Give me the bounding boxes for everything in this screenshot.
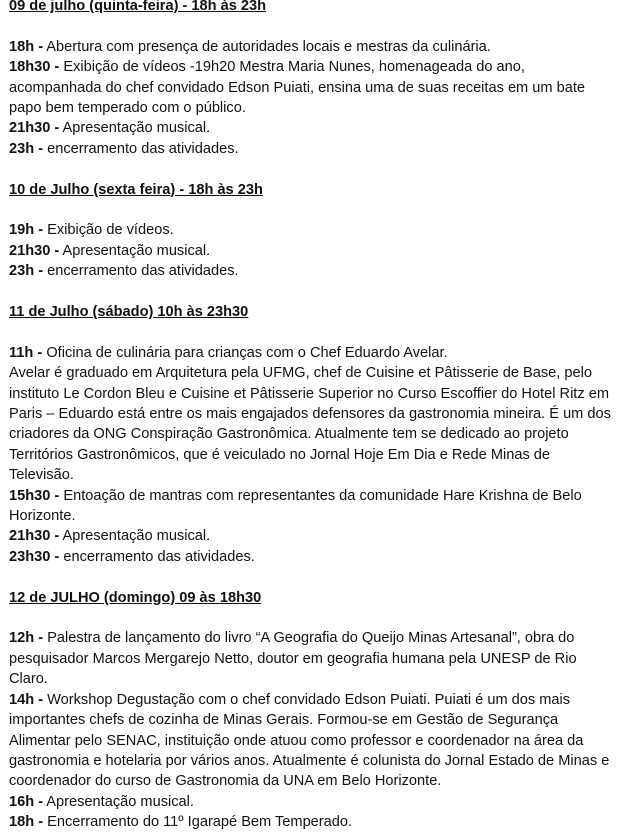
item-time: 15h30 - <box>9 487 60 504</box>
schedule-item <box>9 547 614 567</box>
schedule-item <box>9 812 614 832</box>
day-section-3 <box>9 302 614 567</box>
schedule-item <box>9 486 614 527</box>
chef-bio <box>9 363 614 485</box>
item-text: Entoação de mantras com representantes da comunidade Hare Krishna de Belo Horizonte. <box>9 487 582 525</box>
schedule-item <box>9 526 614 546</box>
item-text: Apresentação musical. <box>59 528 211 545</box>
schedule-item <box>9 118 614 138</box>
item-text: Exibição de vídeos -19h20 Mestra Maria Nunes, homenageada do ano, acompanhada do chef convidado Edson Puiati, ensina uma de suas receitas em um bate papo bem temperado com o público. <box>9 59 586 117</box>
schedule-item <box>9 37 614 57</box>
item-time: 23h - <box>9 140 44 157</box>
item-text: encerramento das atividades. <box>43 263 239 280</box>
day-section-4 <box>9 588 614 833</box>
item-time: 18h - <box>9 814 44 831</box>
item-text: Exibição de vídeos. <box>43 222 174 239</box>
item-text: encerramento das atividades. <box>59 548 255 565</box>
day-heading: 09 de julho (quinta-feira) - 18h às 23h <box>9 0 267 14</box>
day-heading: 11 de Julho (sábado) 10h às 23h30 <box>9 304 249 321</box>
schedule-item <box>9 139 614 159</box>
item-time: 21h30 - <box>9 242 60 259</box>
day-section-1 <box>9 0 614 159</box>
schedule-item <box>9 220 614 240</box>
item-text: Apresentação musical. <box>59 120 211 137</box>
item-time: 14h - <box>9 691 44 708</box>
schedule-item <box>9 57 614 118</box>
item-time: 19h - <box>9 222 44 239</box>
item-text: Oficina de culinária para crianças com o Chef Eduardo Avelar. <box>42 344 448 361</box>
schedule-item <box>9 690 614 792</box>
item-text: Workshop Degustação com o chef convidado Edson Puiati. Puiati é um dos mais importantes chefs de cozinha de Minas Gerais. Formou-se em Gestão de Segurança Alimentar pelo SENAC, instituição onde atuou como professor e coordenador na área da gastronomia e hotelaria por vários anos. Atualmente é colunista do Jornal Estado de Minas e coordenador do curso de Gastronomia da UNA em Belo Horizonte. <box>9 691 610 790</box>
item-time: 18h - <box>9 38 44 55</box>
item-text: Avelar é graduado em Arquitetura pela UFMG, chef de Cuisine et Pâtisserie de Base, pelo instituto Le Cordon Bleu e Cuisine et Pâtisserie Superior no Curso Escoffier do Hotel Ritz em Paris – Eduardo está entre os mais engajados defensores da gastronomia mineira. É um dos criadores da ONG Conspiração Gastronômica. Atualmente tem se dedicado ao projeto Territórios Gastronômicos, que é veiculado no Jornal Hoje Em Dia e Rede Minas de Televisão. <box>9 365 611 484</box>
schedule-item <box>9 343 614 363</box>
item-text: encerramento das atividades. <box>43 140 239 157</box>
item-text: Apresentação musical. <box>59 242 211 259</box>
item-time: 23h - <box>9 263 44 280</box>
day-section-2 <box>9 180 614 282</box>
item-time: 16h - <box>9 793 44 810</box>
item-time: 18h30 - <box>9 59 60 76</box>
item-text: Abertura com presença de autoridades locais e mestras da culinária. <box>43 38 491 55</box>
item-time: 11h - <box>9 344 43 361</box>
schedule-item <box>9 261 614 281</box>
item-time: 23h30 - <box>9 548 60 565</box>
schedule-item <box>9 241 614 261</box>
day-heading: 12 de JULHO (domingo) 09 às 18h30 <box>9 589 262 606</box>
item-text: Apresentação musical. <box>43 793 194 810</box>
item-time: 21h30 - <box>9 528 60 545</box>
schedule-item <box>9 792 614 812</box>
item-text: Palestra de lançamento do livro “A Geografia do Queijo Minas Artesanal”, obra do pesquisador Marcos Mergarejo Netto, doutor em geografia humana pela UNESP de Rio Claro. <box>9 630 577 688</box>
schedule-item <box>9 628 614 689</box>
item-text: Encerramento do 11º Igarapé Bem Temperado. <box>43 814 353 831</box>
item-time: 21h30 - <box>9 120 60 137</box>
item-time: 12h - <box>9 630 44 647</box>
day-heading: 10 de Julho (sexta feira) - 18h às 23h <box>9 181 263 198</box>
